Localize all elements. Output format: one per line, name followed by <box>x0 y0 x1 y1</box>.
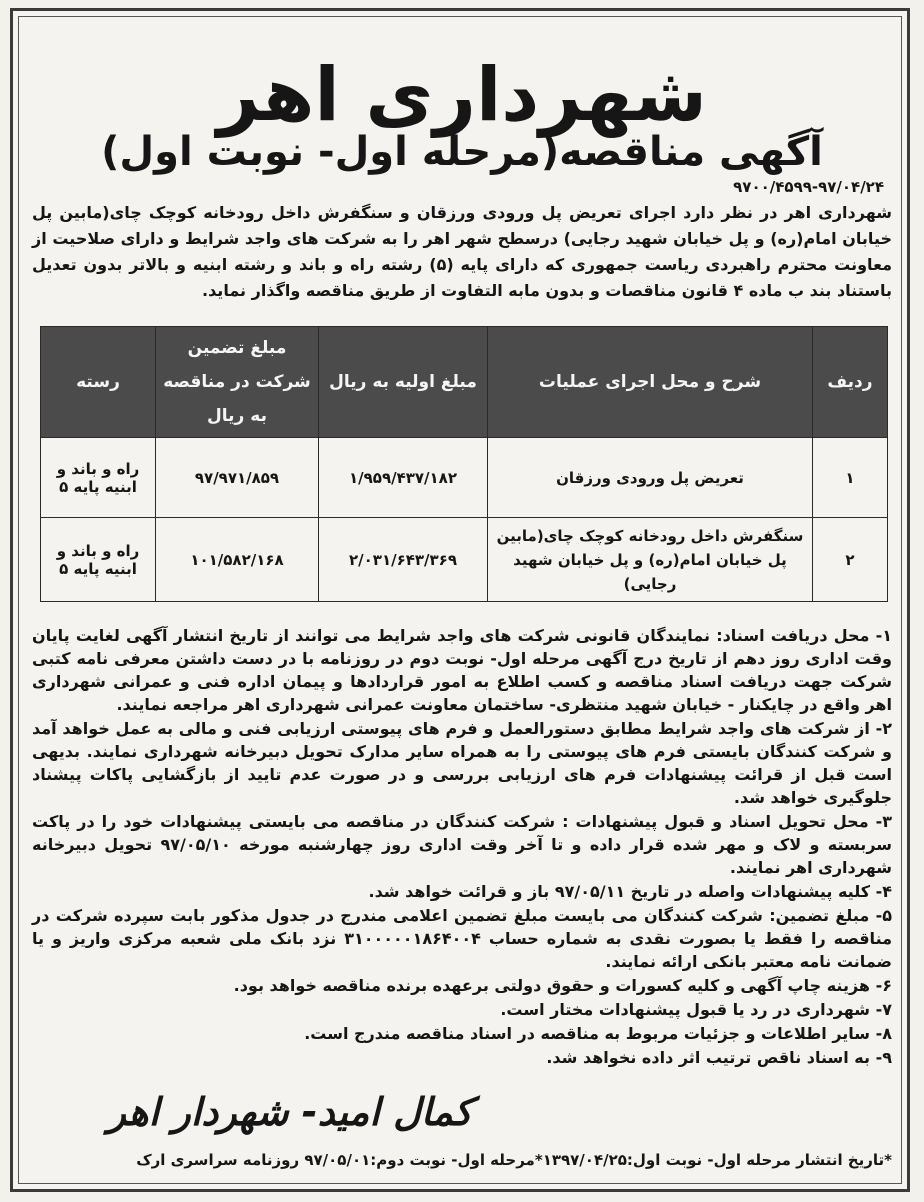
clause-8: ۸- سایر اطلاعات و جزئیات مربوط به مناقصه در اسناد مناقصه مندرج است. <box>304 1024 892 1043</box>
reference-number: ۹۷۰۰/۴۵۹۹-۹۷/۰۴/۲۴ <box>733 178 884 196</box>
intro-paragraph: شهرداری اهر در نظر دارد اجرای تعریض پل ورودی ورزقان و سنگفرش داخل رودخانه کوچک چای(مابین پل خیابان امام(ره) و پل خیابان شهید رجایی) درسطح شهر اهر را به شرکت های واجد شرایط و دارای صلاحیت از معاونت محترم راهبردی ریاست جمهوری که دارای پایه (۵) رشته راه و باند و رشته ابنیه و بالاتر بدون تعدیل باستناد بند ب ماده ۴ قانون مناقصات و بدون مابه التفاوت از طریق مناقصه واگذار نماید. <box>32 203 893 300</box>
row-initial-amount: ۱/۹۵۹/۴۳۷/۱۸۲ <box>319 438 488 518</box>
header-category: رسته <box>41 327 156 438</box>
row-description: سنگفرش داخل رودخانه کوچک چای(مابین پل خیابان امام(ره) و پل خیابان شهید رجایی) <box>488 518 813 602</box>
clause-5: ۵- مبلغ تضمین: شرکت کنندگان می بایست مبلغ تضمین اعلامی مندرج در جدول مذکور بابت سپرده شرکت در مناقصه را فقط یا بصورت نقدی به شماره حساب ۳۱۰۰۰۰۰۱۸۶۴۰۰۴ نزد بانک ملی شعبه مرکزی واریز و یا ضمانت نامه معتبر بانکی ارائه نمایند. <box>32 906 893 971</box>
table-row <box>41 438 888 518</box>
clause-6: ۶- هزینه چاپ آگهی و کلیه کسورات و حقوق دولتی برعهده برنده مناقصه خواهد بود. <box>233 976 892 995</box>
clause-9: ۹- به اسناد ناقص ترتیب اثر داده نخواهد شد. <box>546 1048 892 1067</box>
clauses-list <box>32 624 892 1070</box>
row-category: راه و باند و ابنیه پایه ۵ <box>41 438 156 518</box>
clause-1: ۱- محل دریافت اسناد: نمایندگان قانونی شرکت های واجد شرایط می توانند از تاریخ انتشار آگهی لغایت پایان وقت اداری روز دهم از تاریخ درج آگهی مرحله اول- نوبت دوم در روزنامه با در دست داشتن معرفی نامه کتبی شرکت جهت دریافت اسناد مناقصه و کسب اطلاع به امور قراردادها و پیمان اداره فنی و عمرانی شهرداری اهر واقع در چایکنار - خیابان شهید منتظری- ساختمان معاونت عمرانی شهرداری اهر مراجعه نمایند. <box>32 626 892 714</box>
row-number: ۱ <box>813 438 888 518</box>
signature: کمال امید- شهردار اهر <box>107 1090 473 1134</box>
row-description: تعریض پل ورودی ورزقان <box>488 438 813 518</box>
row-number: ۲ <box>813 518 888 602</box>
header-row-number: ردیف <box>813 327 888 438</box>
tender-table <box>40 326 888 602</box>
page-subtitle: آگهی مناقصه(مرحله اول- نوبت اول) <box>101 129 823 175</box>
clause-7: ۷- شهرداری در رد یا قبول پیشنهادات مختار است. <box>500 1000 892 1019</box>
table-header-row <box>41 327 888 438</box>
header-initial-amount: مبلغ اولیه به ریال <box>319 327 488 438</box>
page-title: شهرداری اهر <box>217 52 707 138</box>
row-category: راه و باند و ابنیه پایه ۵ <box>41 518 156 602</box>
publication-footer: *تاریخ انتشار مرحله اول- نوبت اول:۱۳۹۷/۰۴/۲۵*مرحله اول- نوبت دوم:۹۷/۰۵/۰۱ روزنامه سراسری ارک <box>136 1151 892 1169</box>
clause-2: ۲- از شرکت های واجد شرایط مطابق دستورالعمل و فرم های پیوستی ارزیابی فنی و مالی به عمل خواهد آمد و شرکت کنندگان بایستی فرم های پیوستی را به همراه سایر مدارک تحویل دبیرخانه شهرداری نمایند. بدیهی است قبل از قرائت پیشنهادات فرم های ارزیابی بررسی و در صورت عدم تایید از بازگشایی پاکات پیشناد جلوگیری خواهد شد. <box>32 719 892 807</box>
row-guarantee: ۱۰۱/۵۸۲/۱۶۸ <box>156 518 319 602</box>
header-guarantee: مبلغ تضمین شرکت در مناقصه به ریال <box>156 327 319 438</box>
clause-3: ۳- محل تحویل اسناد و قبول پیشنهادات : شرکت کنندگان در مناقصه می بایستی پیشنهادات خود را در پاکت سربسته و لاک و مهر شده قرار داده و تا آخر وقت اداری روز چهارشنبه مورخه ۹۷/۰۵/۱۰ تحویل دبیرخانه شهرداری اهر نمایند. <box>32 812 893 877</box>
row-guarantee: ۹۷/۹۷۱/۸۵۹ <box>156 438 319 518</box>
row-initial-amount: ۲/۰۳۱/۶۴۳/۳۶۹ <box>319 518 488 602</box>
clause-4: ۴- کلیه پیشنهادات واصله در تاریخ ۹۷/۰۵/۱۱ باز و قرائت خواهد شد. <box>368 882 892 901</box>
header-description: شرح و محل اجرای عملیات <box>488 327 813 438</box>
table-row <box>41 518 888 602</box>
